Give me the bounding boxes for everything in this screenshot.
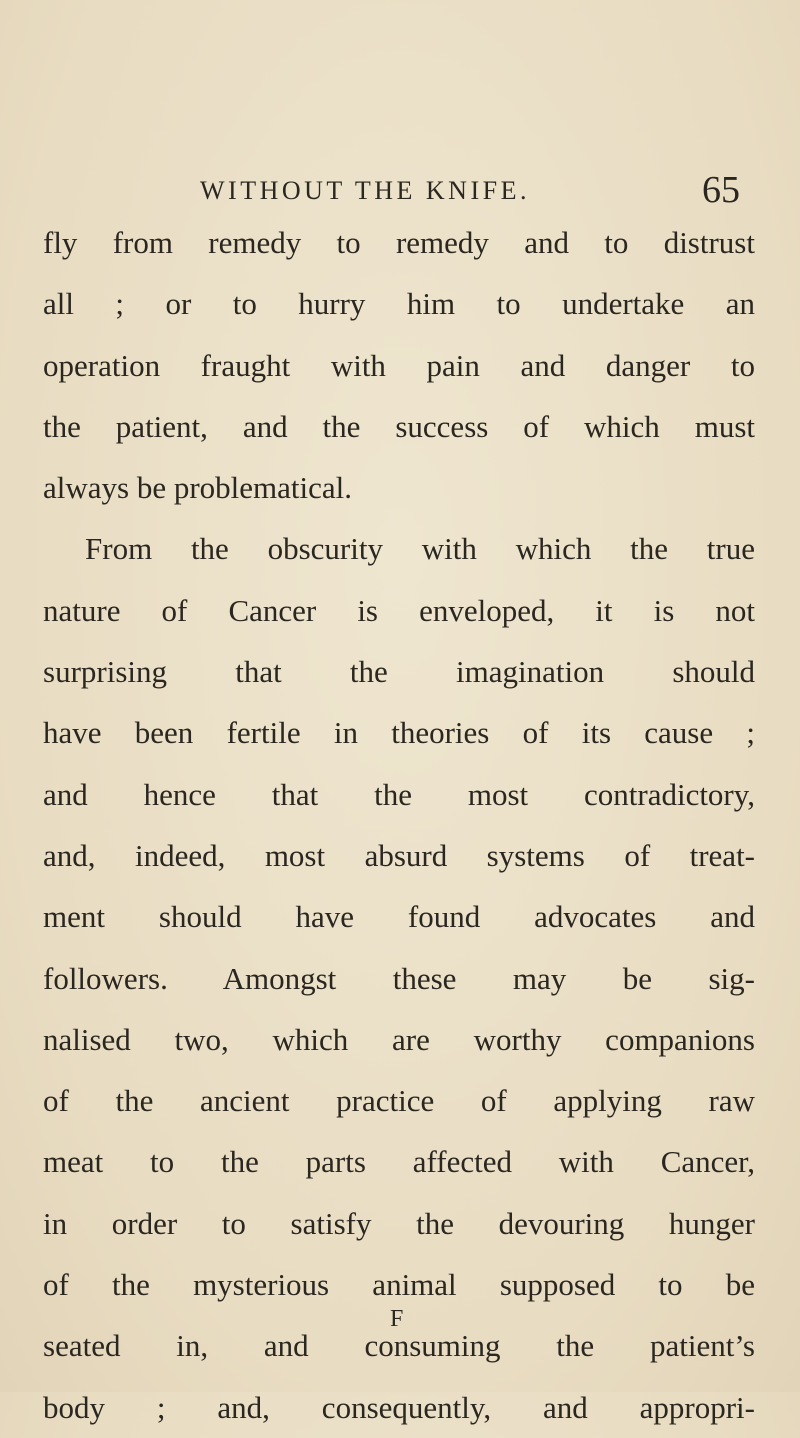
text-line: followers. Amongst these may be sig-	[43, 960, 755, 996]
text-line: meat to the parts affected with Cancer,	[43, 1144, 755, 1180]
text-line: always be problematical.	[43, 470, 353, 506]
text-line: operation fraught with pain and danger to	[43, 347, 755, 383]
text-line: From the obscurity with which the true	[85, 531, 755, 567]
running-head	[200, 168, 760, 218]
body-text	[43, 212, 755, 1438]
running-title: WITHOUT THE KNIFE.	[200, 176, 530, 205]
text-line: and hence that the most contradictory,	[43, 776, 755, 812]
text-line: of the ancient practice of applying raw	[43, 1083, 755, 1119]
text-line: nalised two, which are worthy companions	[43, 1021, 755, 1057]
text-line: fly from remedy to remedy and to distrust	[43, 225, 755, 260]
text-line: nature of Cancer is enveloped, it is not	[43, 592, 755, 628]
text-line: all ; or to hurry him to undertake an	[43, 286, 755, 322]
text-line: have been fertile in theories of its cause ;	[43, 715, 755, 751]
text-line: ment should have found advocates and	[43, 899, 755, 935]
text-line: surprising that the imagination should	[43, 654, 755, 690]
text-line: the patient, and the success of which must	[43, 408, 755, 444]
text-line: and, indeed, most absurd systems of treat-	[43, 837, 755, 873]
text-line: in order to satisfy the devouring hunger	[43, 1205, 755, 1241]
text-line: of the mysterious animal supposed to be	[43, 1267, 755, 1303]
text-line: body ; and, consequently, and appropri-	[43, 1389, 755, 1425]
page-number: 65	[702, 169, 740, 211]
signature-mark: F	[390, 1306, 404, 1332]
text-line: seated in, and consuming the patient’s	[43, 1328, 755, 1364]
